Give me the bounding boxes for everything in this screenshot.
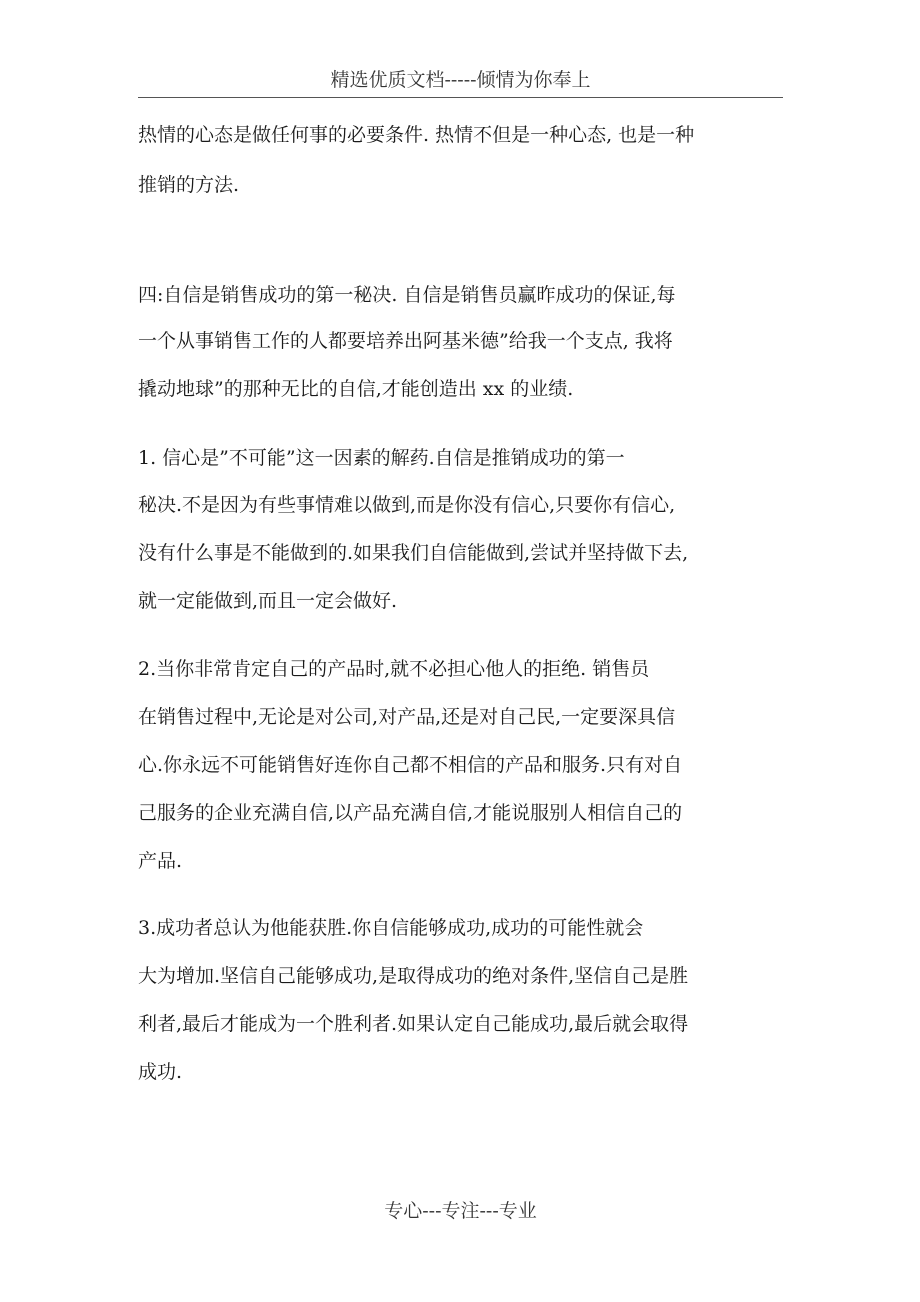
- body-line: 在销售过程中,无论是对公司,对产品,还是对自己民,一定要深具信: [138, 706, 676, 728]
- body-line: 没有什么事是不能做到的.如果我们自信能做到,尝试并坚持做下去,: [138, 542, 689, 564]
- body-line: 热情的心态是做任何事的必要条件. 热情不但是一种心态, 也是一种: [138, 124, 695, 146]
- body-line: 产品.: [138, 850, 183, 872]
- body-line: 心.你永远不可能销售好连你自己都不相信的产品和服务.只有对自: [138, 754, 683, 776]
- body-line: 成功.: [138, 1061, 183, 1083]
- body-line: 四:自信是销售成功的第一秘决. 自信是销售员赢昨成功的保证,每: [138, 284, 676, 306]
- body-line: 2.当你非常肯定自己的产品时,就不必担心他人的拒绝. 销售员: [138, 658, 650, 680]
- body-line: 己服务的企业充满自信,以产品充满自信,才能说服别人相信自己的: [138, 802, 683, 824]
- page-footer: 专心---专注---专业: [384, 1200, 537, 1222]
- page-header: 精选优质文档-----倾情为你奉上: [330, 69, 591, 91]
- body-line: 大为增加.坚信自己能够成功,是取得成功的绝对条件,坚信自己是胜: [138, 965, 689, 987]
- body-line: 1. 信心是”不可能”这一因素的解药.自信是推销成功的第一: [138, 447, 625, 469]
- body-line: 秘决.不是因为有些事情难以做到,而是你没有信心,只要你有信心,: [138, 494, 676, 516]
- body-line: 利者,最后才能成为一个胜利者.如果认定自己能成功,最后就会取得: [138, 1013, 689, 1035]
- body-line: 3.成功者总认为他能获胜.你自信能够成功,成功的可能性就会: [138, 917, 644, 939]
- body-line: 一个从事销售工作的人都要培养出阿基米德”给我一个支点, 我将: [138, 330, 673, 352]
- header-divider: [138, 97, 783, 98]
- body-line: 推销的方法.: [138, 174, 240, 196]
- body-line: 就一定能做到,而且一定会做好.: [138, 590, 398, 612]
- body-line: 撬动地球”的那种无比的自信,才能创造出 xx 的业绩.: [138, 378, 574, 400]
